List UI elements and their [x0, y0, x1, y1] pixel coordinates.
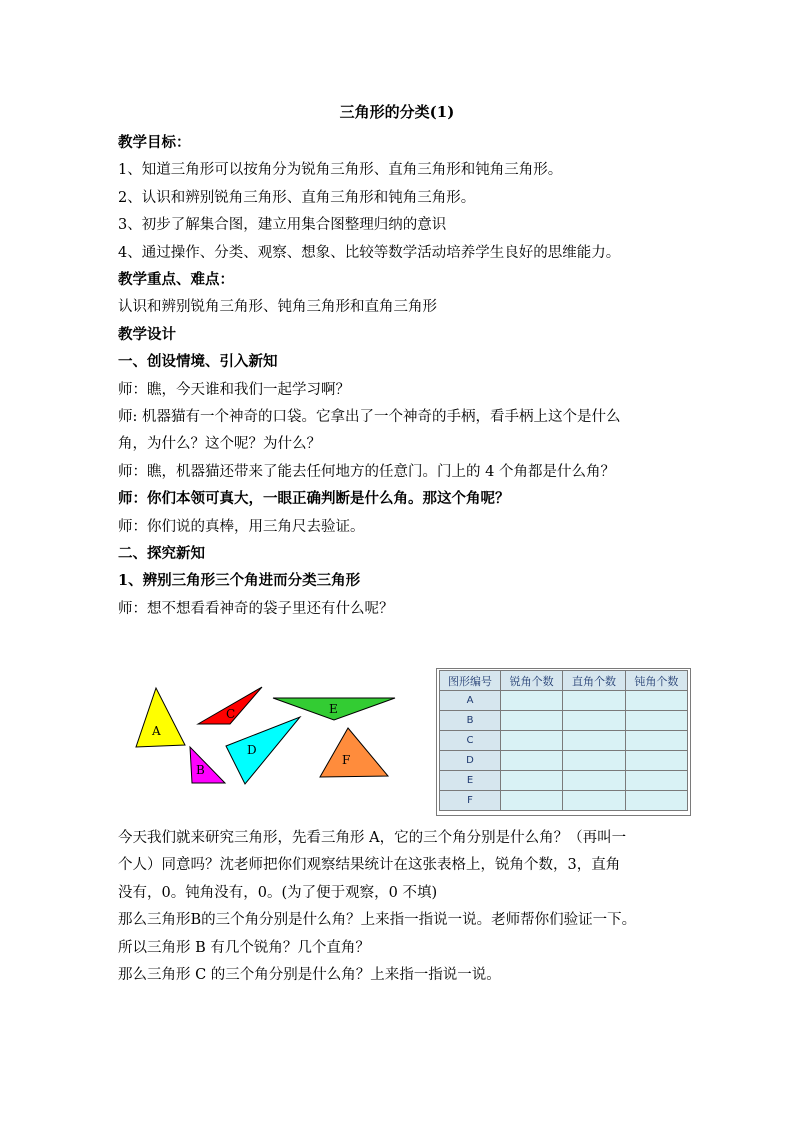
text-line: 1、知道三角形可以按角分为锐角三角形、直角三角形和钝角三角形。 [118, 162, 563, 179]
table-cell [501, 791, 563, 811]
header-shape-id: 图形编号 [440, 671, 501, 691]
text-line: 教学重点、难点： [118, 271, 234, 288]
text-line: 师：想不想看看神奇的袋子里还有什么呢？ [118, 600, 394, 617]
triangle-b-label: B [196, 763, 205, 777]
stats-table [439, 670, 688, 811]
text-line: 没有，0。钝角没有，0。(为了便于观察，0 不填) [118, 884, 438, 901]
text-line: 教学目标： [118, 134, 191, 151]
text-line: 角，为什么？这个呢？为什么？ [118, 436, 321, 453]
stats-table-frame [436, 668, 691, 816]
text-line: 一、创设情境、引入新知 [118, 353, 278, 371]
triangle-a [136, 688, 185, 747]
table-cell [563, 711, 625, 731]
table-row [440, 731, 688, 751]
text-line: 那么三角形B的三个角分别是什么角？上来指一指说一说。老师帮你们验证一下。 [118, 912, 637, 929]
table-cell [625, 711, 687, 731]
triangle-d-label: D [247, 743, 257, 757]
table-row [440, 691, 688, 711]
table-cell [563, 791, 625, 811]
table-row [440, 751, 688, 771]
table-cell [563, 751, 625, 771]
table-row [440, 711, 688, 731]
table-cell [625, 731, 687, 751]
header-right-count: 直角个数 [563, 671, 625, 691]
table-cell [501, 731, 563, 751]
text-line: 二、探究新知 [118, 545, 205, 562]
table-row [440, 791, 688, 811]
table-cell [563, 731, 625, 751]
header-obtuse-count: 钝角个数 [625, 671, 687, 691]
row-shape-id: E [440, 771, 501, 791]
text-line: 3、初步了解集合图，建立用集合图整理归纳的意识 [118, 217, 447, 234]
table-cell [501, 771, 563, 791]
triangle-f-label: F [342, 753, 351, 767]
triangle-c-label: C [226, 707, 236, 721]
table-row [440, 771, 688, 791]
table-cell [625, 751, 687, 771]
table-cell [625, 791, 687, 811]
text-line: 所以三角形 B 有几个锐角？几个直角？ [118, 939, 370, 956]
header-acute-count: 锐角个数 [501, 671, 563, 691]
text-line: 师：你们本领可真大，一眼正确判断是什么角。那这个角呢？ [118, 490, 510, 508]
table-body [440, 691, 688, 811]
triangle-e-label: E [329, 702, 338, 716]
table-header-row [440, 671, 688, 691]
table-cell [625, 691, 687, 711]
triangles-figure [130, 680, 400, 792]
text-line: 师：瞧，今天谁和我们一起学习啊？ [118, 381, 350, 398]
row-shape-id: A [440, 691, 501, 711]
text-line: 4、通过操作、分类、观察、想象、比较等数学活动培养学生良好的思维能力。 [118, 244, 621, 261]
row-shape-id: C [440, 731, 501, 751]
text-line: 师：瞧，机器猫还带来了能去任何地方的任意门。门上的 4 个角都是什么角？ [118, 463, 615, 480]
table-cell [625, 771, 687, 791]
text-line: 认识和辨别锐角三角形、钝角三角形和直角三角形 [118, 299, 437, 316]
table-cell [563, 691, 625, 711]
row-shape-id: B [440, 711, 501, 731]
text-line: 1、辨别三角形三个角进而分类三角形 [118, 572, 361, 590]
text-line: 师: 机器猫有一个神奇的口袋。它拿出了一个神奇的手柄，看手柄上这个是什么 [118, 409, 621, 425]
row-shape-id: F [440, 791, 501, 811]
table-cell [501, 711, 563, 731]
triangle-d [226, 717, 300, 784]
table-cell [563, 771, 625, 791]
page-title: 三角形的分类(1) [339, 103, 455, 121]
triangle-f [320, 728, 388, 777]
text-line: 2、认识和辨别锐角三角形、直角三角形和钝角三角形。 [118, 189, 476, 206]
table-cell [501, 691, 563, 711]
triangle-a-label: A [152, 724, 161, 738]
row-shape-id: D [440, 751, 501, 771]
text-line: 那么三角形 C 的三个角分别是什么角？上来指一指说一说。 [118, 967, 501, 983]
text-line: 教学设计 [118, 325, 176, 343]
table-cell [501, 751, 563, 771]
text-line: 今天我们就来研究三角形，先看三角形 A，它的三个角分别是什么角？（再叫一 [118, 830, 627, 846]
text-line: 个人）同意吗？沈老师把你们观察结果统计在这张表格上，锐角个数，3，直角 [118, 857, 621, 874]
text-line: 师：你们说的真棒，用三角尺去验证。 [118, 518, 365, 535]
